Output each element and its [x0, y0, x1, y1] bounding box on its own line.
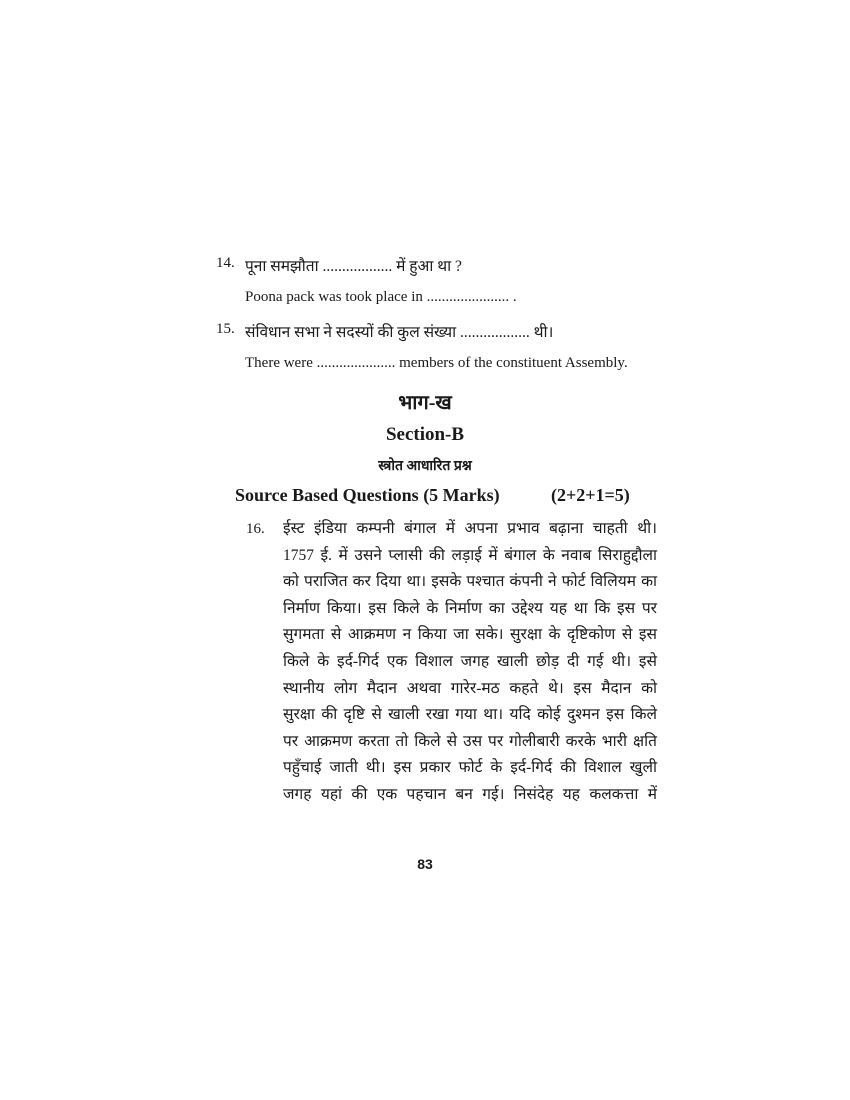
- section-subtitle-hindi: स्त्रोत आधारित प्रश्न: [378, 459, 472, 474]
- passage-line: को पराजित कर दिया था। इसके पश्चात कंपनी ने फोर्ट विलियम का: [283, 573, 657, 591]
- question-15-hindi: संविधान सभा ने सदस्यों की कुल संख्या .................. थी।: [245, 324, 554, 341]
- passage-line: 1757 ई. में उसने प्लासी की लड़ाई में बंगाल के नवाब सिराहुद्दौला: [283, 546, 657, 564]
- passage-line: सुरक्षा की दृष्टि से खाली रखा गया था। यदि कोई दुश्मन इस किले: [283, 706, 657, 724]
- source-based-questions-heading: Source Based Questions (5 Marks): [235, 485, 500, 505]
- question-16-number: 16.: [246, 521, 265, 537]
- section-title-english: Section-B: [385, 424, 465, 445]
- section-title-hindi: भाग-ख: [398, 392, 452, 414]
- passage-line: स्थानीय लोग मैदान अथवा गारेर-मठ कहते थे। इस मैदान को: [283, 679, 657, 697]
- passage-line: किले के इर्द-गिर्द एक विशाल जगह खाली छोड़ दी गई थी। इसे: [283, 652, 657, 670]
- page-number: 83: [417, 856, 433, 872]
- question-14-english: Poona pack was took place in ...................... .: [245, 289, 517, 305]
- question-14-number: 14.: [216, 255, 235, 271]
- passage-line: निर्माण किया। इस किले के निर्माण का उद्देश्य यह था कि इस पर: [283, 599, 657, 617]
- passage-line: जगह यहां की एक पहचान बन गई। निसंदेह यह कलकत्ता में: [283, 785, 657, 803]
- marks-breakdown: (2+2+1=5): [551, 485, 630, 505]
- question-14-hindi: पूना समझौता .................. में हुआ था ?: [245, 258, 462, 275]
- passage-line: सुगमता से आक्रमण न किया जा सके। सुरक्षा के दृष्टिकोण से इस: [283, 626, 657, 644]
- source-passage: [283, 516, 657, 809]
- passage-line: पर आक्रमण करता तो किले से उस पर गोलीबारी करके भारी क्षति: [283, 732, 657, 750]
- question-15-number: 15.: [216, 321, 235, 337]
- question-15-english: There were ..................... members of the constituent Assembly.: [245, 355, 628, 371]
- passage-line: पहुँचाई जाती थी। इस प्रकार फोर्ट के इर्द-गिर्द की विशाल खुली: [283, 759, 657, 777]
- passage-line: ईस्ट इंडिया कम्पनी बंगाल में अपना प्रभाव बढ़ाना चाहती थी।: [283, 520, 657, 537]
